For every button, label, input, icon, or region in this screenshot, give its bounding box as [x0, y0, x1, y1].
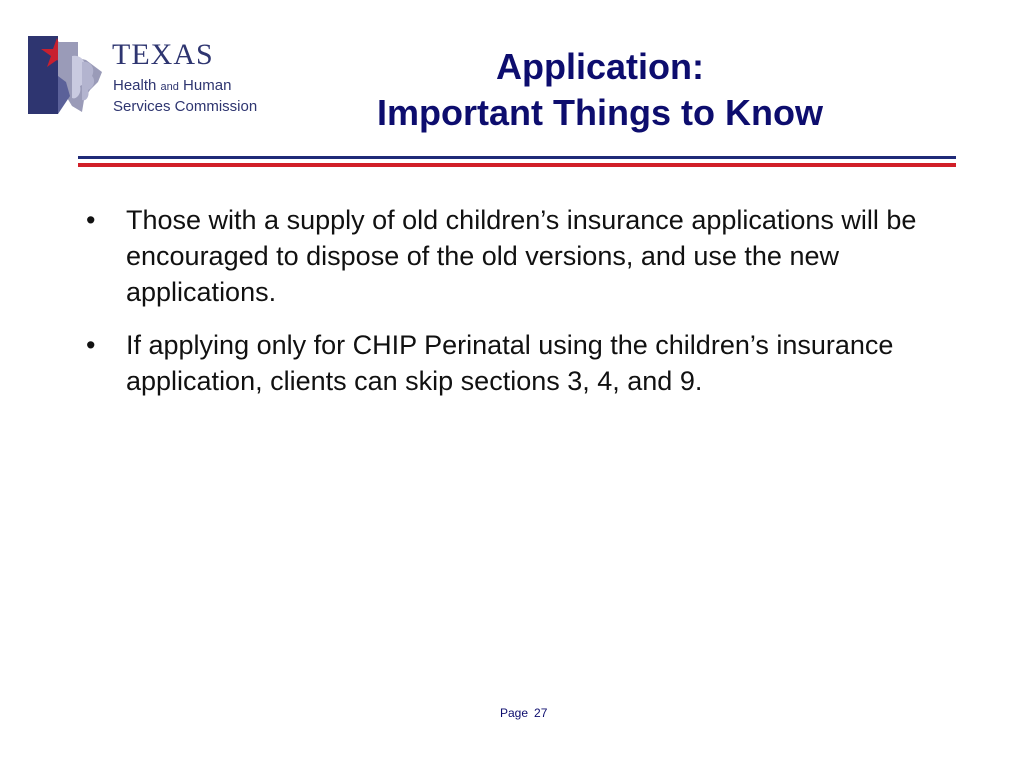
hhsc-logo	[28, 36, 268, 116]
slide-title	[300, 44, 900, 136]
logo-wordmark: TEXAS	[112, 38, 214, 71]
title-rule-blue	[78, 156, 956, 159]
logo-subtitle	[113, 76, 257, 116]
title-rule-red	[78, 163, 956, 167]
page-footer	[500, 706, 553, 720]
page-label: Page	[500, 706, 529, 720]
title-line-2: Important Things to Know	[377, 92, 823, 133]
bullet-item: • If applying only for CHIP Perinatal using the children’s insurance application, clients can skip sections 3, 4, and 9.	[86, 327, 946, 399]
texas-map-logo-icon	[28, 36, 112, 116]
bullet-list	[86, 202, 946, 416]
logo-line-2: Services Commission	[113, 98, 258, 115]
bullet-item: • Those with a supply of old children’s insurance applications will be encouraged to dispose of the old versions, and use the new applications.	[86, 202, 946, 310]
logo-line-1: Health and Human	[113, 77, 232, 94]
title-line-1: Application:	[496, 46, 704, 87]
page-number: 27	[534, 706, 548, 720]
